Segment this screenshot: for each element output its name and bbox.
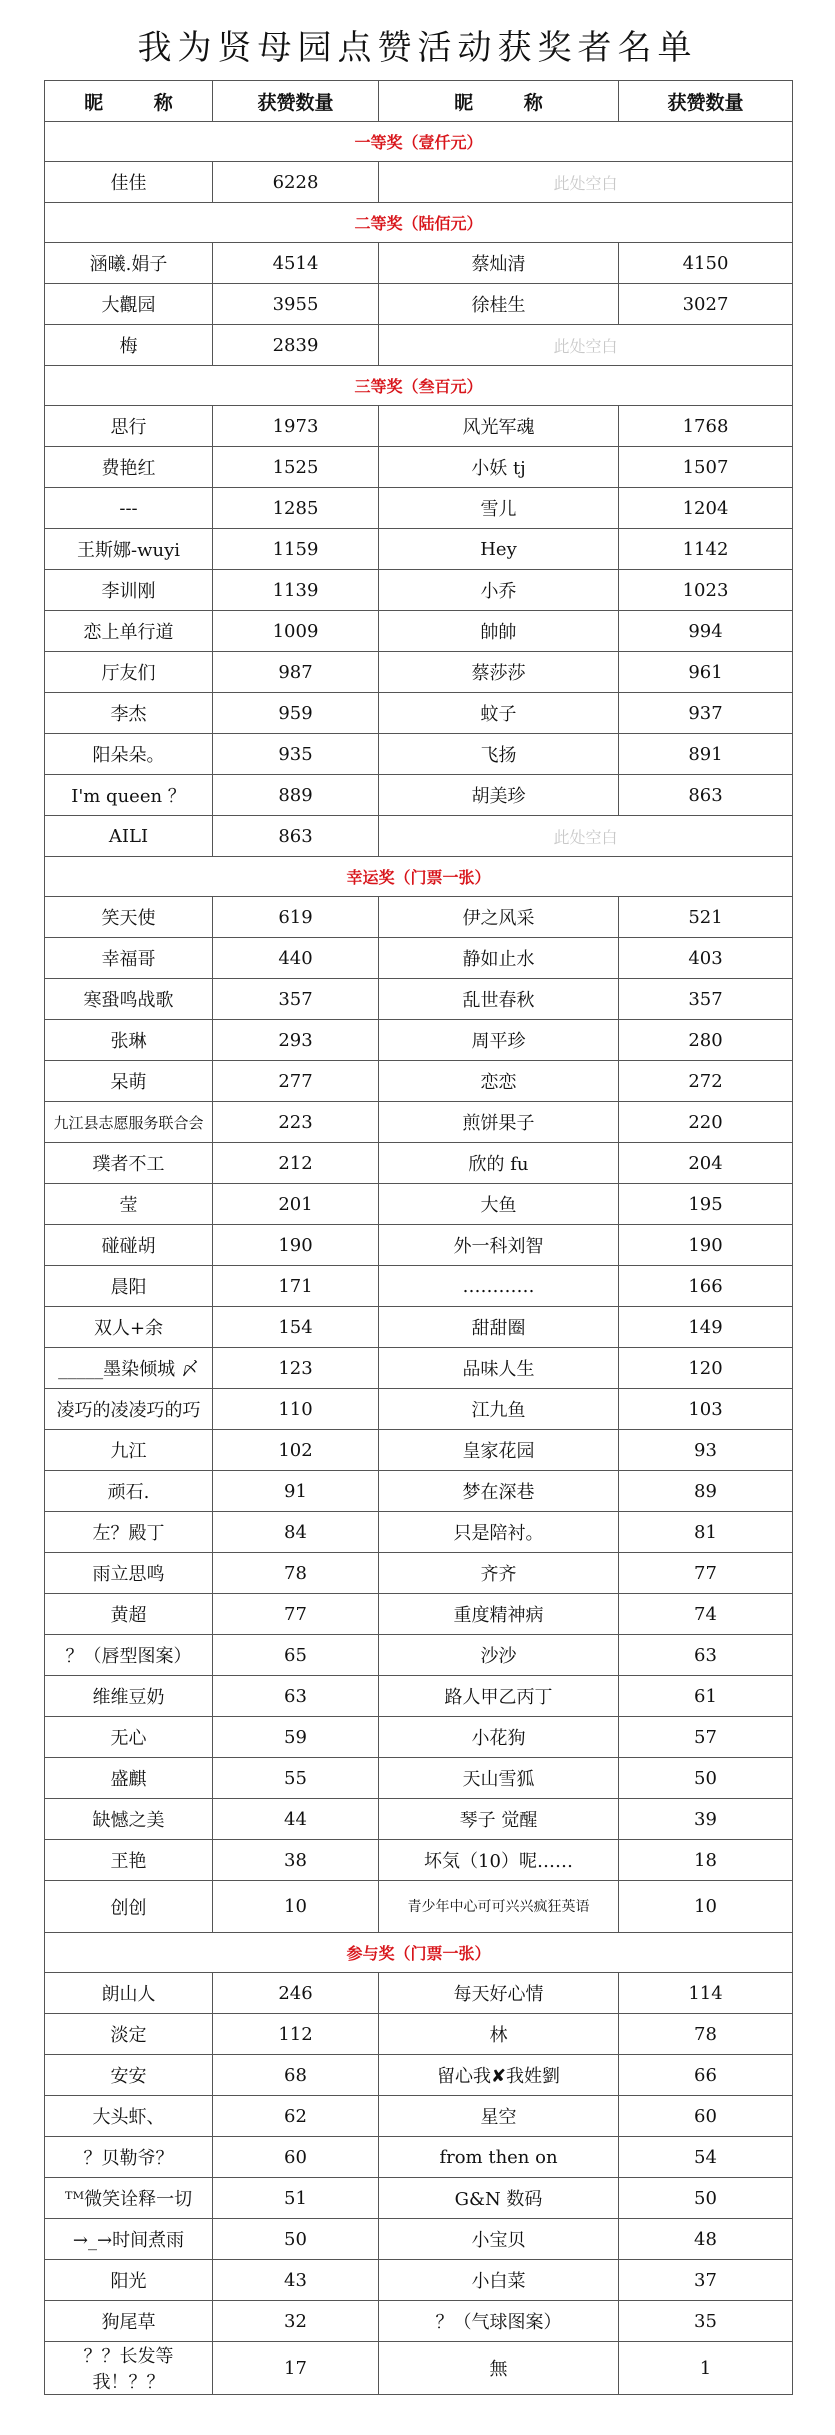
nickname-cell: from then on <box>379 2137 619 2178</box>
table-row <box>45 2219 793 2260</box>
nickname-cell: 坏気（10）呢…… <box>379 1840 619 1881</box>
table-header-row <box>45 81 793 122</box>
likes-count-cell: 959 <box>213 693 379 734</box>
nickname-cell: 欣的 fu <box>379 1143 619 1184</box>
likes-count-cell: 55 <box>213 1758 379 1799</box>
nickname-cell: 安安 <box>45 2055 213 2096</box>
section-title: 幸运奖（门票一张） <box>45 857 793 897</box>
likes-count-cell: 3027 <box>619 284 793 325</box>
nickname-cell: →_→时间煮雨 <box>45 2219 213 2260</box>
table-row <box>45 447 793 488</box>
likes-count-cell: 37 <box>619 2260 793 2301</box>
nickname-cell: 每天好心情 <box>379 1973 619 2014</box>
likes-count-cell: 212 <box>213 1143 379 1184</box>
winners-table <box>44 80 793 2395</box>
likes-count-cell: 44 <box>213 1799 379 1840</box>
table-row <box>45 2178 793 2219</box>
table-row <box>45 570 793 611</box>
empty-placeholder-cell: 此处空白 <box>379 816 793 857</box>
nickname-cell: 蔡灿清 <box>379 243 619 284</box>
nickname-cell: --- <box>45 488 213 529</box>
nickname-cell: 涵曦.娟子 <box>45 243 213 284</box>
likes-count-cell: 1507 <box>619 447 793 488</box>
table-row <box>45 2055 793 2096</box>
likes-count-cell: 403 <box>619 938 793 979</box>
likes-count-cell: 35 <box>619 2301 793 2342</box>
nickname-cell: 飞扬 <box>379 734 619 775</box>
table-row <box>45 2301 793 2342</box>
likes-count-cell: 103 <box>619 1389 793 1430</box>
nickname-cell: 阳朵朵。 <box>45 734 213 775</box>
nickname-cell: 静如止水 <box>379 938 619 979</box>
nickname-cell: 阳光 <box>45 2260 213 2301</box>
likes-count-cell: 1768 <box>619 406 793 447</box>
nickname-cell: ？贝勒爷？ <box>45 2137 213 2178</box>
likes-count-cell: 201 <box>213 1184 379 1225</box>
likes-count-cell: 521 <box>619 897 793 938</box>
likes-count-cell: 357 <box>213 979 379 1020</box>
table-row <box>45 406 793 447</box>
nickname-cell: 李训刚 <box>45 570 213 611</box>
likes-count-cell: 74 <box>619 1594 793 1635</box>
table-row <box>45 2342 793 2395</box>
table-row <box>45 284 793 325</box>
nickname-cell: 缺憾之美 <box>45 1799 213 1840</box>
table-row <box>45 162 793 203</box>
likes-count-cell: 6228 <box>213 162 379 203</box>
nickname-cell: 无心 <box>45 1717 213 1758</box>
section-row <box>45 203 793 243</box>
table-row <box>45 1143 793 1184</box>
nickname-cell: 张琳 <box>45 1020 213 1061</box>
nickname-cell: 黄超 <box>45 1594 213 1635</box>
likes-count-cell: 61 <box>619 1676 793 1717</box>
table-row <box>45 1061 793 1102</box>
table-row <box>45 897 793 938</box>
likes-count-cell: 39 <box>619 1799 793 1840</box>
likes-count-cell: 84 <box>213 1512 379 1553</box>
nickname-cell: 呆萌 <box>45 1061 213 1102</box>
likes-count-cell: 78 <box>619 2014 793 2055</box>
nickname-cell: Hey <box>379 529 619 570</box>
nickname-cell: 恋恋 <box>379 1061 619 1102</box>
table-row <box>45 652 793 693</box>
likes-count-cell: 50 <box>213 2219 379 2260</box>
nickname-cell: 恋上单行道 <box>45 611 213 652</box>
likes-count-cell: 43 <box>213 2260 379 2301</box>
nickname-cell: 星空 <box>379 2096 619 2137</box>
nickname-cell: 留心我✘我姓劉 <box>379 2055 619 2096</box>
likes-count-cell: 935 <box>213 734 379 775</box>
likes-count-cell: 619 <box>213 897 379 938</box>
likes-count-cell: 81 <box>619 1512 793 1553</box>
empty-placeholder-cell: 此处空白 <box>379 162 793 203</box>
nickname-cell: 伊之风采 <box>379 897 619 938</box>
nickname-cell: 大头虾、 <box>45 2096 213 2137</box>
nickname-cell: 双人+余 <box>45 1307 213 1348</box>
likes-count-cell: 66 <box>619 2055 793 2096</box>
likes-count-cell: 171 <box>213 1266 379 1307</box>
likes-count-cell: 60 <box>213 2137 379 2178</box>
section-title: 二等奖（陆佰元） <box>45 203 793 243</box>
section-title: 一等奖（壹仟元） <box>45 122 793 162</box>
likes-count-cell: 48 <box>619 2219 793 2260</box>
likes-count-cell: 38 <box>213 1840 379 1881</box>
nickname-cell: 莹 <box>45 1184 213 1225</box>
nickname-cell: 小花狗 <box>379 1717 619 1758</box>
nickname-cell: 碰碰胡 <box>45 1225 213 1266</box>
likes-count-cell: 293 <box>213 1020 379 1061</box>
table-row <box>45 1799 793 1840</box>
nickname-cell: 齐齐 <box>379 1553 619 1594</box>
table-row <box>45 2014 793 2055</box>
nickname-cell: 佳佳 <box>45 162 213 203</box>
likes-count-cell: 223 <box>213 1102 379 1143</box>
likes-count-cell: 123 <box>213 1348 379 1389</box>
table-row <box>45 1758 793 1799</box>
nickname-cell: 李杰 <box>45 693 213 734</box>
likes-count-cell: 1285 <box>213 488 379 529</box>
table-row <box>45 2260 793 2301</box>
nickname-cell: 周平珍 <box>379 1020 619 1061</box>
header-nickname-right: 昵 称 <box>379 81 619 122</box>
nickname-cell: 徐桂生 <box>379 284 619 325</box>
likes-count-cell: 93 <box>619 1430 793 1471</box>
nickname-cell: 煎饼果子 <box>379 1102 619 1143</box>
nickname-cell: 只是陪衬。 <box>379 1512 619 1553</box>
likes-count-cell: 51 <box>213 2178 379 2219</box>
likes-count-cell: 10 <box>619 1881 793 1933</box>
table-row <box>45 1266 793 1307</box>
nickname-cell: 左？殿丁 <box>45 1512 213 1553</box>
table-row <box>45 2137 793 2178</box>
nickname-cell: 朗山人 <box>45 1973 213 2014</box>
nickname-cell: AILI <box>45 816 213 857</box>
likes-count-cell: 112 <box>213 2014 379 2055</box>
nickname-cell: 胡美珍 <box>379 775 619 816</box>
table-row <box>45 1430 793 1471</box>
likes-count-cell: 891 <box>619 734 793 775</box>
likes-count-cell: 10 <box>213 1881 379 1933</box>
likes-count-cell: 195 <box>619 1184 793 1225</box>
table-row <box>45 1594 793 1635</box>
nickname-cell: 雪儿 <box>379 488 619 529</box>
table-row <box>45 979 793 1020</box>
nickname-cell: ………… <box>379 1266 619 1307</box>
nickname-cell: 思行 <box>45 406 213 447</box>
nickname-cell: 九江 <box>45 1430 213 1471</box>
table-row <box>45 1348 793 1389</box>
likes-count-cell: 4150 <box>619 243 793 284</box>
likes-count-cell: 1204 <box>619 488 793 529</box>
table-row <box>45 1102 793 1143</box>
table-row <box>45 1840 793 1881</box>
likes-count-cell: 50 <box>619 2178 793 2219</box>
likes-count-cell: 57 <box>619 1717 793 1758</box>
likes-count-cell: 994 <box>619 611 793 652</box>
likes-count-cell: 1159 <box>213 529 379 570</box>
nickname-cell: 维维豆奶 <box>45 1676 213 1717</box>
table-row <box>45 1973 793 2014</box>
nickname-cell: ？（唇型图案） <box>45 1635 213 1676</box>
likes-count-cell: 77 <box>213 1594 379 1635</box>
nickname-cell: 重度精神病 <box>379 1594 619 1635</box>
likes-count-cell: 190 <box>213 1225 379 1266</box>
likes-count-cell: 220 <box>619 1102 793 1143</box>
nickname-cell: 大鱼 <box>379 1184 619 1225</box>
likes-count-cell: 889 <box>213 775 379 816</box>
nickname-cell: 小妖 tj <box>379 447 619 488</box>
section-row <box>45 366 793 406</box>
nickname-cell: 青少年中心可可兴兴疯狂英语 <box>379 1881 619 1933</box>
section-title: 参与奖（门票一张） <box>45 1933 793 1973</box>
nickname-cell: 蚊子 <box>379 693 619 734</box>
table-row <box>45 693 793 734</box>
nickname-cell: 江九鱼 <box>379 1389 619 1430</box>
likes-count-cell: 1009 <box>213 611 379 652</box>
nickname-cell: 费艳红 <box>45 447 213 488</box>
nickname-cell: 凌巧的凌凌巧的巧 <box>45 1389 213 1430</box>
nickname-cell: 淡定 <box>45 2014 213 2055</box>
nickname-cell: 甜甜圈 <box>379 1307 619 1348</box>
nickname-cell: ？（气球图案） <box>379 2301 619 2342</box>
likes-count-cell: 987 <box>213 652 379 693</box>
table-row <box>45 2096 793 2137</box>
nickname-cell: 天山雪狐 <box>379 1758 619 1799</box>
nickname-cell: 梅 <box>45 325 213 366</box>
nickname-cell: 無 <box>379 2342 619 2395</box>
nickname-cell: 璞者不工 <box>45 1143 213 1184</box>
nickname-cell: 皇家花园 <box>379 1430 619 1471</box>
nickname-cell: 小乔 <box>379 570 619 611</box>
likes-count-cell: 2839 <box>213 325 379 366</box>
likes-count-cell: 4514 <box>213 243 379 284</box>
likes-count-cell: 3955 <box>213 284 379 325</box>
likes-count-cell: 110 <box>213 1389 379 1430</box>
likes-count-cell: 1139 <box>213 570 379 611</box>
table-row <box>45 1717 793 1758</box>
likes-count-cell: 63 <box>213 1676 379 1717</box>
nickname-cell: 狗尾草 <box>45 2301 213 2342</box>
page-title: 我为贤母园点赞活动获奖者名单 <box>137 28 698 68</box>
likes-count-cell: 114 <box>619 1973 793 2014</box>
nickname-cell: 沙沙 <box>379 1635 619 1676</box>
nickname-cell: 顽石. <box>45 1471 213 1512</box>
table-row <box>45 1389 793 1430</box>
table-row <box>45 611 793 652</box>
likes-count-cell: 937 <box>619 693 793 734</box>
header-likes-right: 获赞数量 <box>619 81 793 122</box>
likes-count-cell: 60 <box>619 2096 793 2137</box>
likes-count-cell: 63 <box>619 1635 793 1676</box>
nickname-cell: 小白菜 <box>379 2260 619 2301</box>
likes-count-cell: 59 <box>213 1717 379 1758</box>
nickname-cell: 笑天使 <box>45 897 213 938</box>
nickname-cell: 品味人生 <box>379 1348 619 1389</box>
likes-count-cell: 190 <box>619 1225 793 1266</box>
nickname-cell: 小宝贝 <box>379 2219 619 2260</box>
likes-count-cell: 277 <box>213 1061 379 1102</box>
table-row <box>45 1512 793 1553</box>
likes-count-cell: 78 <box>213 1553 379 1594</box>
table-row <box>45 325 793 366</box>
header-likes-left: 获赞数量 <box>213 81 379 122</box>
likes-count-cell: 204 <box>619 1143 793 1184</box>
nickname-cell: 琴子 觉醒 <box>379 1799 619 1840</box>
table-row <box>45 1020 793 1061</box>
likes-count-cell: 1142 <box>619 529 793 570</box>
likes-count-cell: 1973 <box>213 406 379 447</box>
likes-count-cell: 89 <box>619 1471 793 1512</box>
likes-count-cell: 272 <box>619 1061 793 1102</box>
likes-count-cell: 440 <box>213 938 379 979</box>
likes-count-cell: 961 <box>619 652 793 693</box>
likes-count-cell: 54 <box>619 2137 793 2178</box>
nickname-cell: 寒蛩鸣战歌 <box>45 979 213 1020</box>
likes-count-cell: 91 <box>213 1471 379 1512</box>
likes-count-cell: 120 <box>619 1348 793 1389</box>
likes-count-cell: 863 <box>213 816 379 857</box>
nickname-cell: ？？长发等我！？？ <box>45 2342 213 2395</box>
nickname-cell: G&N 数码 <box>379 2178 619 2219</box>
likes-count-cell: 280 <box>619 1020 793 1061</box>
table-row <box>45 938 793 979</box>
nickname-cell: 玊艳 <box>45 1840 213 1881</box>
section-row <box>45 857 793 897</box>
nickname-cell: I'm queen ？ <box>45 775 213 816</box>
header-nickname-left: 昵 称 <box>45 81 213 122</box>
table-row <box>45 1307 793 1348</box>
nickname-cell: 盛麒 <box>45 1758 213 1799</box>
table-row <box>45 1471 793 1512</box>
nickname-cell: 九江县志愿服务联合会 <box>45 1102 213 1143</box>
nickname-cell: 帥帥 <box>379 611 619 652</box>
likes-count-cell: 77 <box>619 1553 793 1594</box>
nickname-cell: 创创 <box>45 1881 213 1933</box>
likes-count-cell: 863 <box>619 775 793 816</box>
empty-placeholder-cell: 此处空白 <box>379 325 793 366</box>
nickname-cell: 雨立思鸣 <box>45 1553 213 1594</box>
nickname-cell: 乱世春秋 <box>379 979 619 1020</box>
table-row <box>45 1676 793 1717</box>
likes-count-cell: 154 <box>213 1307 379 1348</box>
section-row <box>45 122 793 162</box>
likes-count-cell: 65 <box>213 1635 379 1676</box>
likes-count-cell: 32 <box>213 2301 379 2342</box>
section-title: 三等奖（叁百元） <box>45 366 793 406</box>
nickname-cell: 厅友们 <box>45 652 213 693</box>
table-row <box>45 775 793 816</box>
table-row <box>45 1881 793 1933</box>
nickname-cell: _____墨染倾城 〆 <box>45 1348 213 1389</box>
likes-count-cell: 1023 <box>619 570 793 611</box>
table-row <box>45 734 793 775</box>
nickname-cell: 路人甲乙丙丁 <box>379 1676 619 1717</box>
likes-count-cell: 102 <box>213 1430 379 1471</box>
nickname-cell: 外一科刘智 <box>379 1225 619 1266</box>
table-row <box>45 816 793 857</box>
likes-count-cell: 1 <box>619 2342 793 2395</box>
table-body <box>45 122 793 2395</box>
likes-count-cell: 62 <box>213 2096 379 2137</box>
likes-count-cell: 18 <box>619 1840 793 1881</box>
table-row <box>45 1635 793 1676</box>
nickname-cell: ᵀᴹ微笑诠释一切 <box>45 2178 213 2219</box>
nickname-cell: 蔡莎莎 <box>379 652 619 693</box>
likes-count-cell: 17 <box>213 2342 379 2395</box>
table-row <box>45 243 793 284</box>
section-row <box>45 1933 793 1973</box>
likes-count-cell: 50 <box>619 1758 793 1799</box>
likes-count-cell: 1525 <box>213 447 379 488</box>
likes-count-cell: 68 <box>213 2055 379 2096</box>
table-row <box>45 1553 793 1594</box>
table-row <box>45 529 793 570</box>
likes-count-cell: 357 <box>619 979 793 1020</box>
nickname-cell: 幸福哥 <box>45 938 213 979</box>
nickname-cell: 晨阳 <box>45 1266 213 1307</box>
likes-count-cell: 149 <box>619 1307 793 1348</box>
nickname-cell: 林 <box>379 2014 619 2055</box>
nickname-cell: 梦在深巷 <box>379 1471 619 1512</box>
nickname-cell: 大觀园 <box>45 284 213 325</box>
table-row <box>45 1184 793 1225</box>
nickname-cell: 风光军魂 <box>379 406 619 447</box>
nickname-cell: 王斯娜-wuyi <box>45 529 213 570</box>
table-row <box>45 488 793 529</box>
likes-count-cell: 166 <box>619 1266 793 1307</box>
likes-count-cell: 246 <box>213 1973 379 2014</box>
table-row <box>45 1225 793 1266</box>
